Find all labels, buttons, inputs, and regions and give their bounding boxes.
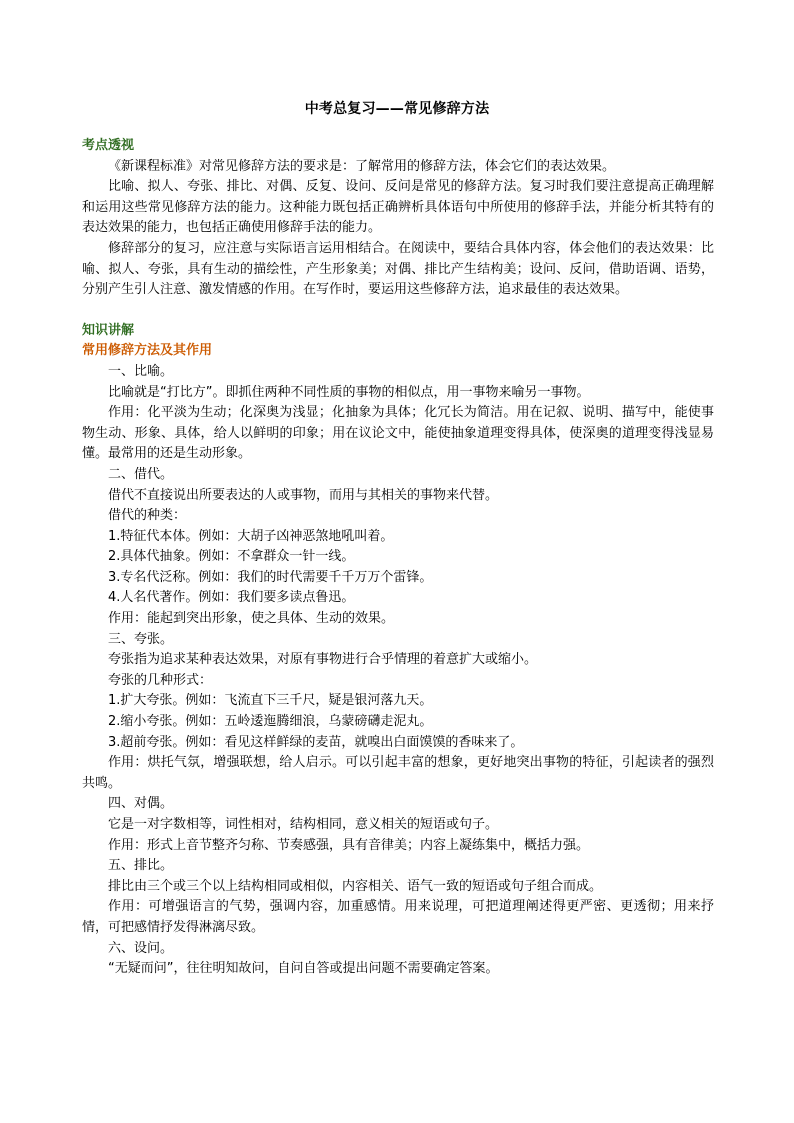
document-title: 中考总复习——常见修辞方法 [304,101,490,117]
paragraph: 排比由三个或三个以上结构相同或相似，内容相关、语气一致的短语或句子组合而成。 [108,878,603,894]
paragraph: “无疑而问”，往往明知故问，自问自答或提出问题不需要确定答案。 [108,961,499,977]
item-heading: 三、夸张。 [108,631,174,647]
paragraph: 比喻、拟人、夸张、排比、对偶、反复、设问、反问是常见的修辞方法。复习时我们要注意提高正确理解和运用这些常见修辞方法的能力。这种能力既包括正确辨析具体语句中所使用的修辞手法，并能分析其特有的表达效果的能力，也包括正确使用修辞手法的能力。 [82,179,714,236]
paragraph: 借代不直接说出所要表达的人或事物，而用与其相关的事物来代替。 [108,487,499,503]
paragraph: 作用：化平淡为生动；化深奥为浅显；化抽象为具体；化冗长为简洁。用在记叙、说明、描写中，能使事物生动、形象、具体，给人以鲜明的印象；用在议论文中，能使抽象道理变得具体，使深奥的道理变得浅显易懂。最常用的还是生动形象。 [82,405,714,462]
paragraph: 借代的种类： [108,508,187,524]
paragraph: 夸张指为追求某种表达效果，对原有事物进行合乎情理的着意扩大或缩小。 [108,652,538,668]
item-heading: 一、比喻。 [108,363,174,379]
list-item: 4.人名代著作。例如：我们要多读点鲁迅。 [108,590,355,606]
item-heading: 二、借代。 [108,466,174,482]
document-content [82,136,714,980]
paragraph: 作用：可增强语言的气势，强调内容，加重感情。用来说理，可把道理阐述得更严密、更透彻；用来抒情，可把感情抒发得淋漓尽致。 [82,899,714,935]
item-heading: 五、排比。 [108,858,174,874]
paragraph: 作用：形式上音节整齐匀称、节奏感强，具有音律美；内容上凝练集中，概括力强。 [108,837,590,853]
list-item: 2.缩小夸张。例如：五岭逶迤腾细浪，乌蒙磅礴走泥丸。 [108,714,433,730]
item-heading: 六、设问。 [108,940,174,956]
list-item: 3.专名代泛称。例如：我们的时代需要千千万万个雷锋。 [108,569,433,585]
paragraph: 《新课程标准》对常见修辞方法的要求是：了解常用的修辞方法，体会它们的表达效果。 [108,158,616,174]
list-item: 2.具体代抽象。例如：不拿群众一针一线。 [108,549,355,565]
list-item: 1.特征代本体。例如：大胡子凶神恶煞地吼叫着。 [108,528,394,544]
list-item: 1.扩大夸张。例如：飞流直下三千尺，疑是银河落九天。 [108,693,433,709]
paragraph: 作用：能起到突出形象，使之具体、生动的效果。 [108,611,395,627]
item-heading: 四、对偶。 [108,796,174,812]
list-item: 3.超前夸张。例如：看见这样鲜绿的麦苗，就嗅出白面馍馍的香味来了。 [108,734,524,750]
paragraph: 它是一对字数相等，词性相对，结构相同，意义相关的短语或句子。 [108,817,499,832]
paragraph: 修辞部分的复习，应注意与实际语言运用相结合。在阅读中，要结合具体内容，体会他们的表达效果：比喻、拟人、夸张，具有生动的描绘性，产生形象美；对偶、排比产生结构美；设问、反问，借助语调、语势，分别产生引人注意、激发情感的作用。在写作时，要运用这些修辞方法，追求最佳的表达效果。 [82,240,714,298]
paragraph: 作用：烘托气氛，增强联想，给人启示。可以引起丰富的想象，更好地突出事物的特征，引起读者的强烈共鸣。 [82,755,714,791]
section-heading-zhishi: 知识讲解 [82,322,135,338]
paragraph: 夸张的几种形式： [108,672,213,688]
section-heading-kaodian: 考点透视 [82,138,135,153]
subsection-heading: 常用修辞方法及其作用 [82,343,213,359]
paragraph: 比喻就是“打比方”。即抓住两种不同性质的事物的相似点，用一事物来喻另一事物。 [108,384,590,400]
